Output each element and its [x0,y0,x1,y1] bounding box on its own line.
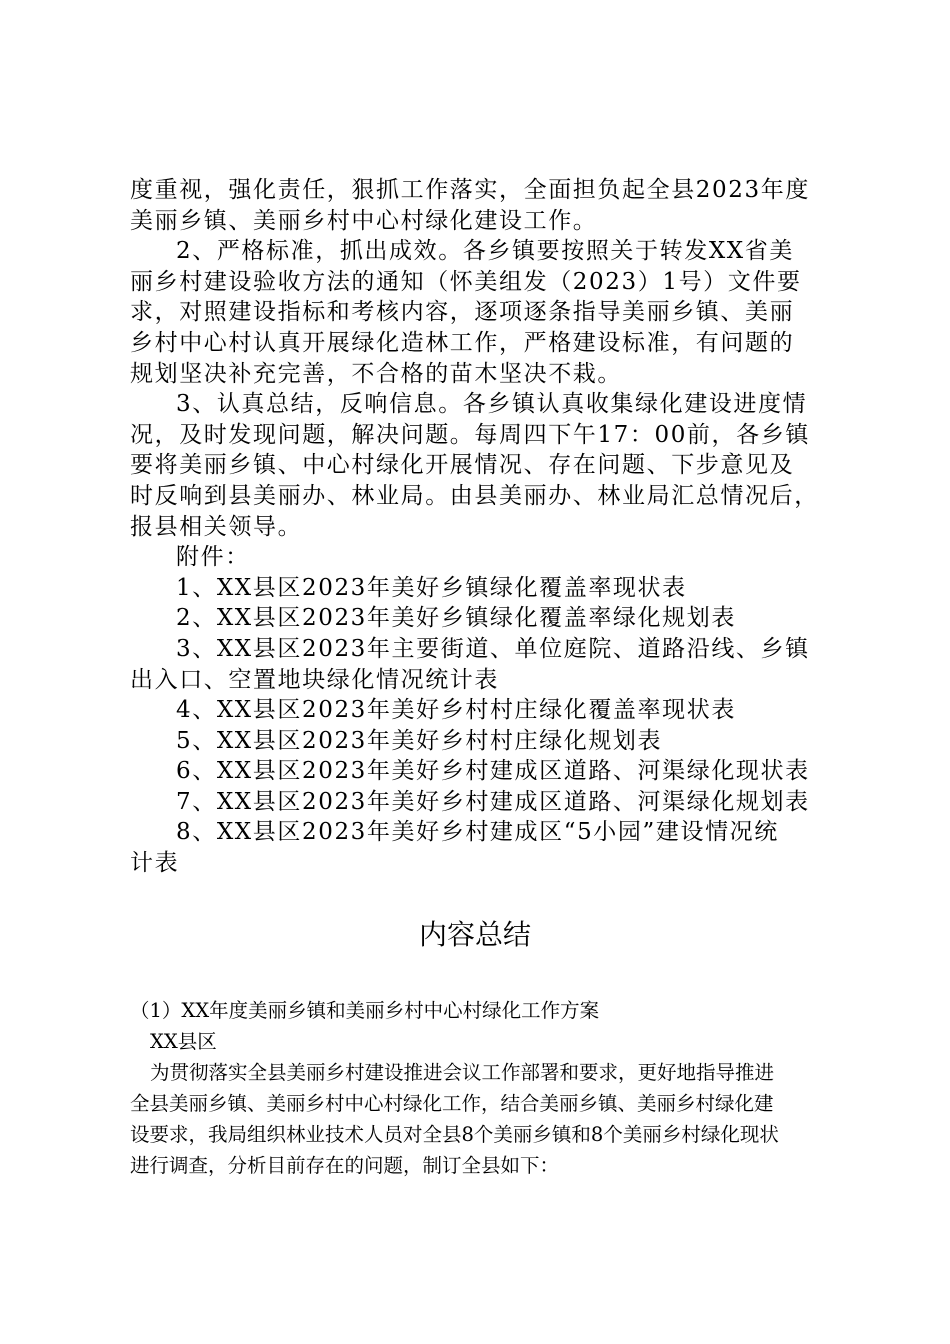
body-line: 况，及时发现问题，解决问题。每周四下午17：00前，各乡镇 [130,421,810,448]
body-line: 4、XX县区2023年美好乡村村庄绿化覆盖率现状表 [176,697,736,724]
body-line: 美丽乡镇、美丽乡村中心村绿化建设工作。 [130,207,598,234]
summary-line: （1）XX年度美丽乡镇和美丽乡村中心村绿化工作方案 [130,999,600,1022]
body-line: 出入口、空置地块绿化情况统计表 [130,666,499,693]
body-line: 3、XX县区2023年主要街道、单位庭院、道路沿线、乡镇 [176,635,810,662]
body-line: 3、认真总结，反响信息。各乡镇认真收集绿化建设进度情 [176,391,808,418]
body-line: 乡村中心村认真开展绿化造林工作，严格建设标准，有问题的 [130,329,795,356]
body-line: 2、严格标准，抓出成效。各乡镇要按照关于转发XX省美 [176,238,794,265]
body-line: 附件： [176,544,250,571]
body-line: 8、XX县区2023年美好乡村建成区“5小园”建设情况统 [176,819,779,846]
body-line: 要将美丽乡镇、中心村绿化开展情况、存在问题、下步意见及 [130,452,795,479]
body-line: 规划坚决补充完善，不合格的苗木坚决不栽。 [130,360,622,387]
summary-line: 进行调查，分析目前存在的问题，制订全县如下： [130,1154,560,1177]
body-line: 1、XX县区2023年美好乡镇绿化覆盖率现状表 [176,574,687,601]
body-line: 丽乡村建设验收方法的通知（怀美组发（2023）1号）文件要 [130,268,802,295]
body-line: 报县相关领导。 [130,513,303,540]
summary-line: 全县美丽乡镇、美丽乡村中心村绿化工作，结合美丽乡镇、美丽乡村绿化建 [130,1092,774,1115]
summary-title: 内容总结 [418,918,531,951]
body-line: 6、XX县区2023年美好乡村建成区道路、河渠绿化现状表 [176,758,810,785]
summary-line: 为贯彻落实全县美丽乡村建设推进会议工作部署和要求，更好地指导推进 [150,1061,775,1084]
body-line: 7、XX县区2023年美好乡村建成区道路、河渠绿化规划表 [176,788,810,815]
body-line: 时反响到县美丽办、林业局。由县美丽办、林业局汇总情况后， [130,482,819,509]
summary-line: XX县区 [150,1030,217,1053]
body-line: 求，对照建设指标和考核内容，逐项逐条指导美丽乡镇、美丽 [130,299,795,326]
document-body [130,175,830,879]
body-line: 2、XX县区2023年美好乡镇绿化覆盖率绿化规划表 [176,605,736,632]
summary-line: 设要求，我局组织林业技术人员对全县8个美丽乡镇和8个美丽乡村绿化现状 [130,1123,779,1146]
body-line: 5、XX县区2023年美好乡村村庄绿化规划表 [176,727,663,754]
body-line: 度重视，强化责任，狠抓工作落实，全面担负起全县2023年度 [130,177,810,203]
summary-body [130,995,850,1181]
body-line: 计表 [130,850,180,877]
